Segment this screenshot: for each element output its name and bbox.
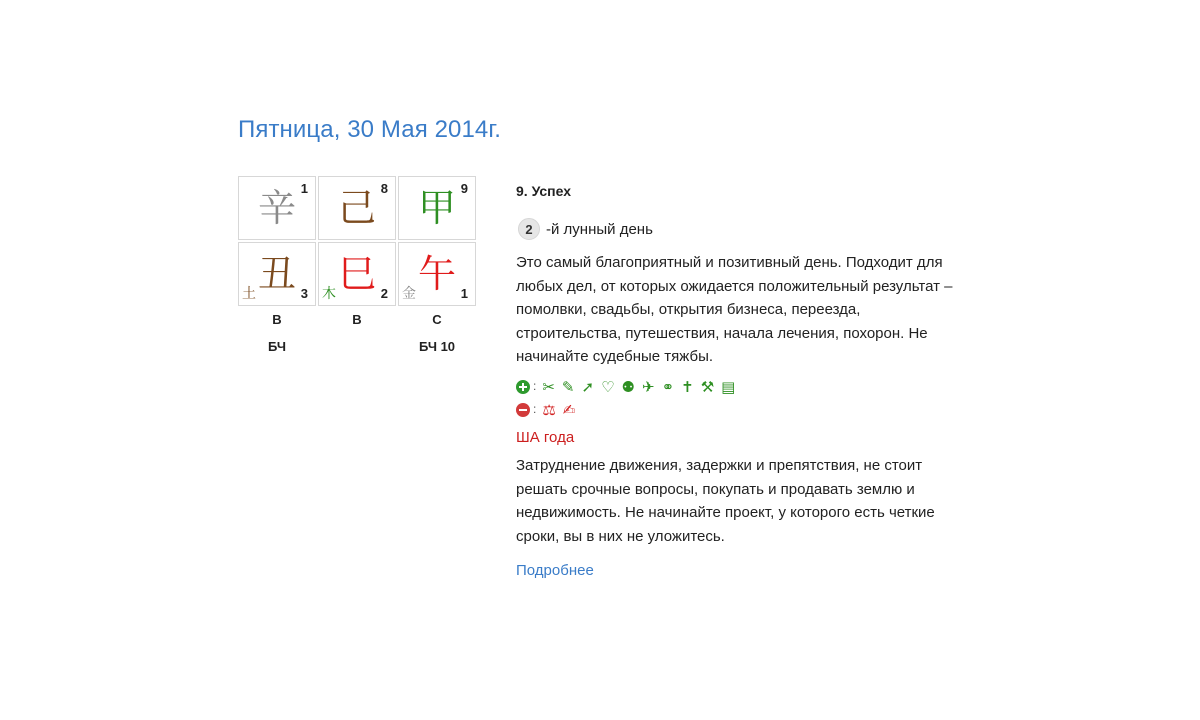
more-link[interactable]: Подробнее xyxy=(516,562,594,579)
lunar-day-badge: 2 xyxy=(518,218,540,240)
pillar-label: С xyxy=(432,312,442,327)
four-pillars-chart xyxy=(238,176,478,356)
stem-number: 9 xyxy=(460,181,468,196)
heavenly-stem-cell xyxy=(238,176,316,240)
earthly-branch-cell xyxy=(238,242,316,306)
sha-title: ША года xyxy=(516,428,575,446)
element-glyph: 土 xyxy=(242,286,256,302)
pillar-sublabel xyxy=(318,338,396,356)
document-icon[interactable]: ▤ xyxy=(721,378,736,396)
branch-glyph: 巳 xyxy=(337,252,376,296)
earthly-branch-cell xyxy=(318,242,396,306)
rings-icon[interactable]: ⚭ xyxy=(661,378,675,396)
branch-number: 3 xyxy=(300,286,308,301)
contract-icon[interactable]: ✍ xyxy=(562,401,576,419)
day-officer-title: 9. Успех xyxy=(516,183,572,199)
unfavorable-activities xyxy=(516,399,966,422)
heavenly-stem-cell xyxy=(398,176,476,240)
element-glyph: 金 xyxy=(402,286,416,302)
pillar-label: В xyxy=(272,312,282,327)
heavenly-stem-cell xyxy=(318,176,396,240)
scissors-icon[interactable]: ✂ xyxy=(542,378,555,396)
favorable-activities xyxy=(516,376,966,399)
branch-glyph: 丑 xyxy=(257,252,296,296)
pillar-sublabels xyxy=(238,338,478,356)
colon: : xyxy=(533,379,537,394)
pillar-labels xyxy=(238,311,478,333)
minus-icon xyxy=(516,403,530,417)
feather-icon[interactable]: ✎ xyxy=(561,378,575,396)
stem-glyph: 己 xyxy=(337,186,376,230)
lunar-day-label: -й лунный день xyxy=(546,220,653,238)
stem-number: 8 xyxy=(380,181,388,196)
stem-number: 1 xyxy=(300,181,308,196)
day-details xyxy=(516,180,966,583)
branch-number: 1 xyxy=(460,286,468,301)
plus-icon xyxy=(516,380,530,394)
day-description: Это самый благоприятный и позитивный день. Подходит для любых дел, от которых ожидается положительный результат – помолвки, свадьбы, открытия бизнеса, переезда, строительства, путешествия, начала лечения, похорон. Не начинайте судебные тяжбы. xyxy=(516,254,953,365)
earthly-branch-cell xyxy=(398,242,476,306)
sha-description: Затруднение движения, задержки и препятствия, не стоит решать срочные вопросы, покупать и продавать землю и недвижимость. Не начинайте проект, у которого есть четкие сроки, вы в них не уложитесь. xyxy=(516,457,935,545)
element-glyph: 木 xyxy=(322,286,336,302)
colon: : xyxy=(533,402,537,417)
pillar-label: В xyxy=(352,312,362,327)
branch-number: 2 xyxy=(380,286,388,301)
pillar-sublabel: БЧ xyxy=(268,339,286,354)
stem-glyph: 辛 xyxy=(257,186,296,230)
tools-icon[interactable]: ⚒ xyxy=(700,378,715,396)
lunar-day xyxy=(516,218,966,242)
page-title: Пятница, 30 Мая 2014г. xyxy=(238,116,502,143)
pillar-sublabel: БЧ 10 xyxy=(418,339,456,354)
pillars-grid xyxy=(238,176,478,306)
scales-icon[interactable]: ⚖ xyxy=(542,401,556,419)
branch-glyph: 午 xyxy=(417,252,456,296)
people-icon[interactable]: ⚉ xyxy=(621,378,635,396)
stem-glyph: 甲 xyxy=(417,186,456,230)
trend-up-icon[interactable]: ➚ xyxy=(581,378,595,396)
heart-icon[interactable]: ♡ xyxy=(601,378,615,396)
grave-icon[interactable]: ✝ xyxy=(681,378,694,396)
airplane-icon[interactable]: ✈ xyxy=(641,378,655,396)
